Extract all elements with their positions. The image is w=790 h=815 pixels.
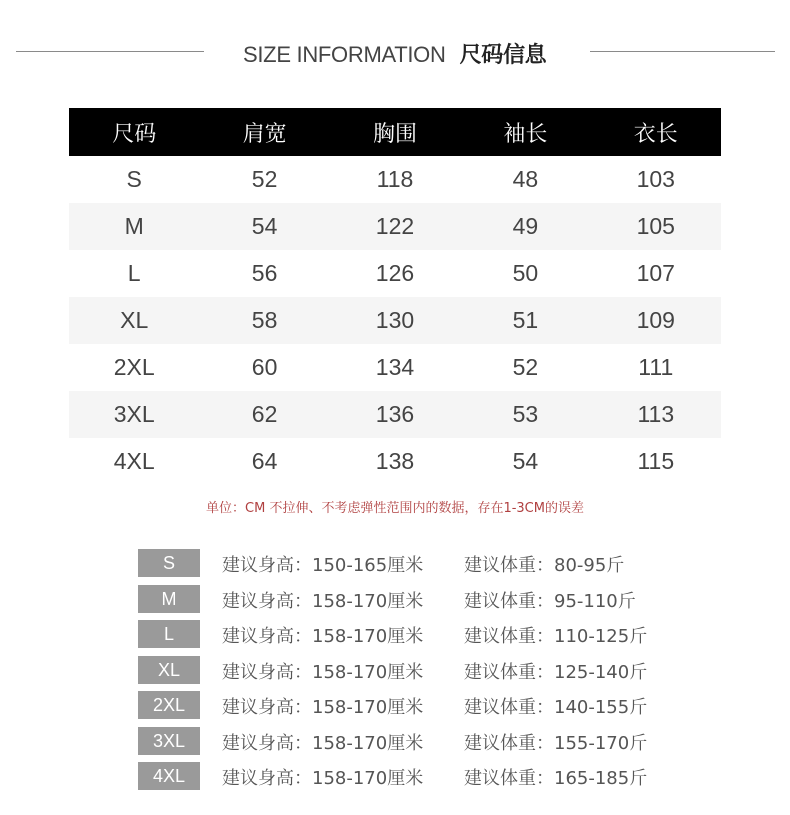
cell-length: 105 bbox=[591, 203, 721, 250]
cell-chest: 130 bbox=[330, 297, 460, 344]
recommendation-row bbox=[138, 653, 698, 689]
recommended-weight: 建议体重：155-170斤 bbox=[464, 732, 648, 754]
cell-length: 113 bbox=[591, 391, 721, 438]
recommended-height: 建议身高：158-170厘米 bbox=[222, 590, 424, 612]
recommended-weight: 建议体重：95-110斤 bbox=[464, 590, 636, 612]
recommendation-row bbox=[138, 582, 698, 618]
cell-size: 4XL bbox=[113, 448, 155, 474]
page-title bbox=[243, 38, 546, 69]
cell-size: M bbox=[69, 203, 199, 250]
cell-sleeve: 48 bbox=[512, 166, 539, 192]
measurement-note: 单位：CM 不拉伸、不考虑弹性范围内的数据，存在1-3CM的误差 bbox=[206, 501, 584, 516]
cell-sleeve: 52 bbox=[512, 354, 539, 380]
cell-length: 103 bbox=[636, 166, 675, 192]
recommendation-row bbox=[138, 688, 698, 724]
column-header-chest: 胸围 bbox=[330, 108, 460, 156]
recommended-height: 建议身高：158-170厘米 bbox=[222, 732, 424, 754]
column-header-sleeve: 袖长 bbox=[460, 108, 590, 156]
recommended-weight: 建议体重：110-125斤 bbox=[464, 626, 648, 647]
column-header-length: 衣长 bbox=[591, 108, 721, 156]
table-header-row bbox=[69, 108, 721, 156]
recommended-height: 建议身高：150-165厘米 bbox=[222, 555, 424, 576]
table-row bbox=[69, 344, 721, 391]
cell-sleeve: 54 bbox=[512, 448, 539, 474]
cell-length: 109 bbox=[591, 297, 721, 344]
cell-chest: 122 bbox=[330, 203, 460, 250]
recommendation-row bbox=[138, 759, 698, 795]
cell-shoulder: 56 bbox=[251, 260, 278, 286]
cell-size: S bbox=[126, 166, 142, 192]
size-badge: XL bbox=[138, 656, 200, 684]
title-row bbox=[0, 34, 790, 70]
table-row bbox=[69, 438, 721, 485]
size-badge: S bbox=[138, 549, 200, 577]
cell-shoulder: 54 bbox=[199, 203, 329, 250]
title-english: SIZE INFORMATION bbox=[243, 42, 446, 67]
size-badge: 2XL bbox=[138, 691, 200, 719]
cell-length: 111 bbox=[638, 354, 674, 380]
table-row bbox=[69, 203, 721, 250]
title-divider-left bbox=[16, 51, 204, 52]
cell-length: 115 bbox=[637, 448, 675, 474]
recommendation-row bbox=[138, 617, 698, 653]
cell-chest: 134 bbox=[375, 354, 415, 380]
size-badge: 4XL bbox=[138, 762, 200, 790]
recommended-weight: 建议体重：165-185斤 bbox=[464, 768, 648, 789]
cell-size: L bbox=[127, 260, 141, 286]
table-row bbox=[69, 156, 721, 203]
cell-shoulder: 62 bbox=[199, 391, 329, 438]
cell-sleeve: 50 bbox=[512, 260, 539, 286]
cell-size: XL bbox=[69, 297, 199, 344]
cell-shoulder: 64 bbox=[251, 448, 278, 474]
column-header-size: 尺码 bbox=[69, 108, 199, 156]
cell-size: 2XL bbox=[113, 354, 155, 380]
recommended-weight: 建议体重：140-155斤 bbox=[464, 697, 648, 718]
recommendation-list bbox=[138, 546, 698, 795]
recommended-height: 建议身高：158-170厘米 bbox=[222, 697, 424, 718]
recommendation-row bbox=[138, 724, 698, 760]
size-badge: M bbox=[138, 585, 200, 613]
cell-size: 3XL bbox=[69, 391, 199, 438]
cell-shoulder: 52 bbox=[251, 166, 278, 192]
size-table bbox=[69, 108, 721, 485]
column-header-shoulder: 肩宽 bbox=[199, 108, 329, 156]
cell-sleeve: 49 bbox=[460, 203, 590, 250]
cell-shoulder: 60 bbox=[251, 354, 278, 380]
size-badge: L bbox=[138, 620, 200, 648]
recommendation-row bbox=[138, 546, 698, 582]
table-row bbox=[69, 250, 721, 297]
title-chinese: 尺码信息 bbox=[459, 43, 547, 68]
recommended-height: 建议身高：158-170厘米 bbox=[222, 626, 424, 647]
cell-sleeve: 51 bbox=[460, 297, 590, 344]
recommended-height: 建议身高：158-170厘米 bbox=[222, 768, 424, 789]
cell-length: 107 bbox=[636, 260, 675, 286]
recommended-height: 建议身高：158-170厘米 bbox=[222, 661, 424, 683]
cell-chest: 126 bbox=[375, 260, 415, 286]
cell-chest: 118 bbox=[376, 166, 414, 192]
table-row bbox=[69, 391, 721, 438]
recommended-weight: 建议体重：80-95斤 bbox=[464, 555, 625, 576]
cell-sleeve: 53 bbox=[460, 391, 590, 438]
cell-shoulder: 58 bbox=[199, 297, 329, 344]
title-divider-right bbox=[590, 51, 775, 52]
size-badge: 3XL bbox=[138, 727, 200, 755]
table-row bbox=[69, 297, 721, 344]
cell-chest: 136 bbox=[330, 391, 460, 438]
recommended-weight: 建议体重：125-140斤 bbox=[464, 661, 648, 683]
cell-chest: 138 bbox=[375, 448, 415, 474]
